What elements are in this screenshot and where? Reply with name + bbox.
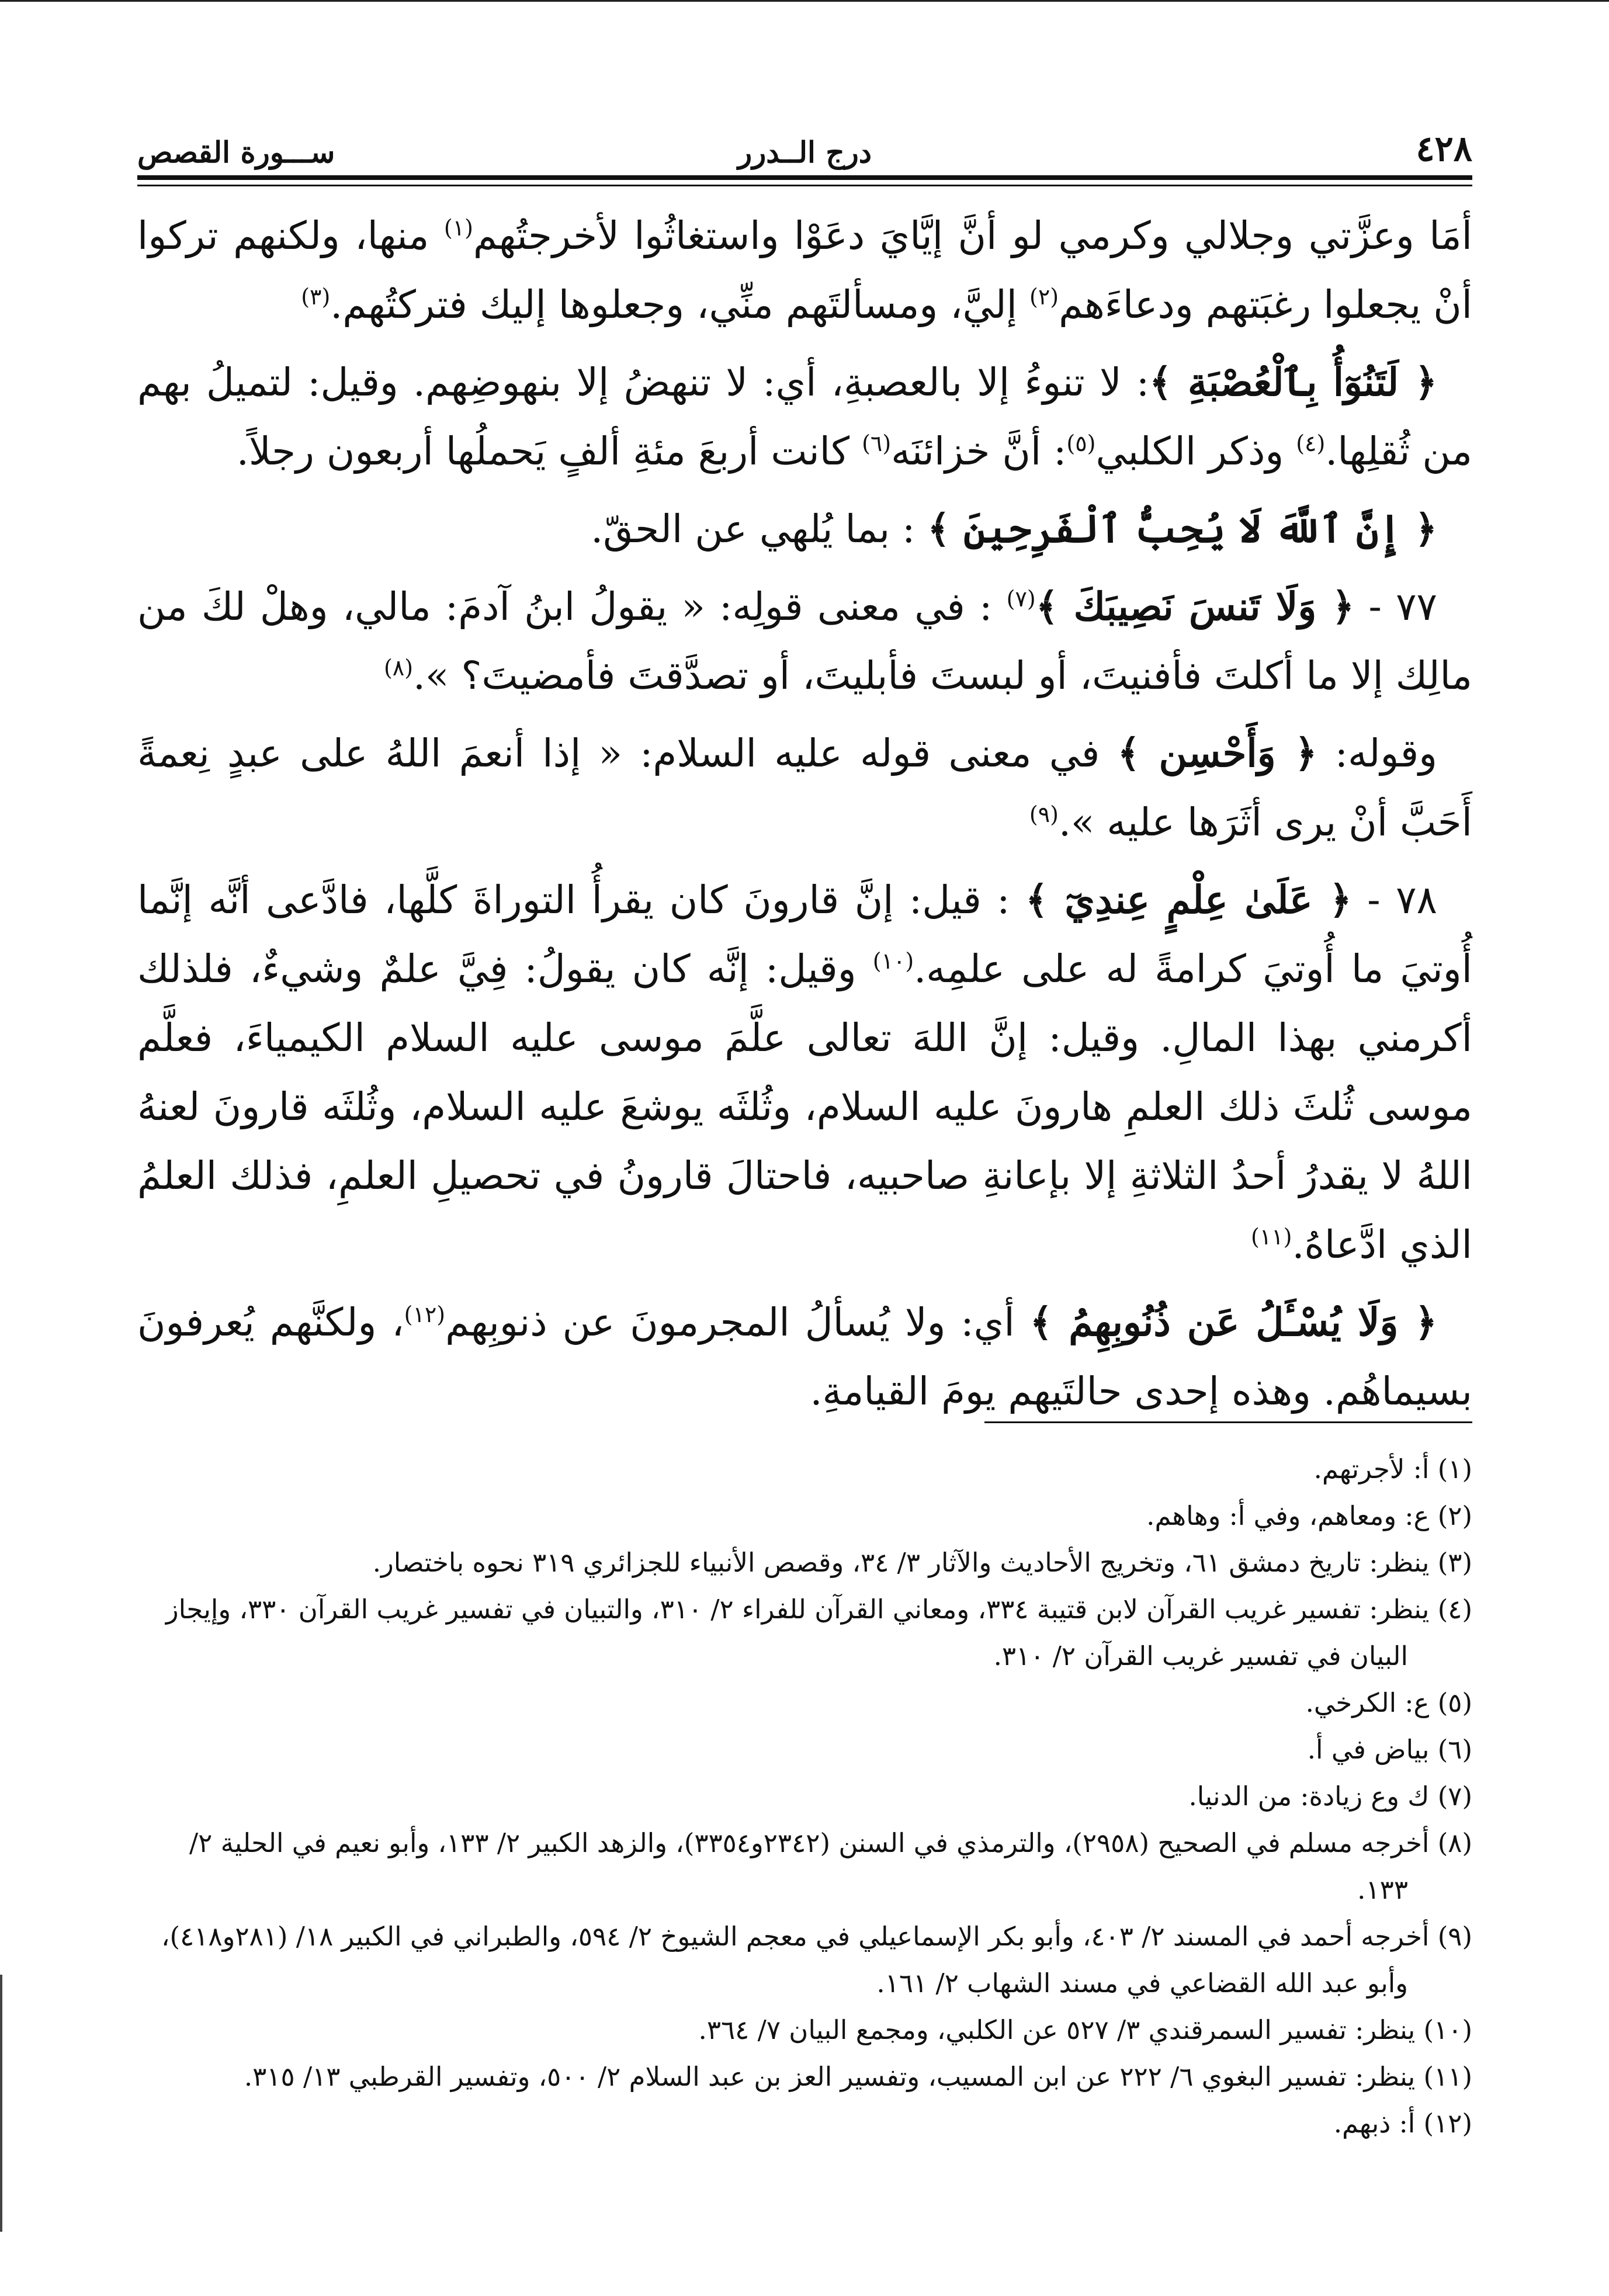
text: ، ولكنَّهم يُعرفونَ بسيماهُم. وهذه إحدى حالتَيهم يومَ القيامةِ. — [137, 1300, 1472, 1414]
header-rule-thick — [137, 175, 1472, 180]
footnote-ref[interactable]: (٦) — [862, 431, 892, 456]
paragraph — [137, 719, 1472, 857]
quran-verse: ﴿ وَلَا تَنسَ نَصِيبَكَ ﴾ — [1035, 584, 1355, 629]
paragraph — [137, 865, 1472, 1279]
footnote: (١٢) أ: ذبهم. — [1333, 2108, 1472, 2139]
text: منها، ولكنهم تركوا أنْ يجعلوا رغبَتهم ودعاءَهم — [137, 213, 1472, 327]
verse-number: ٧٧ - — [1354, 584, 1438, 629]
text: وقوله: — [1317, 731, 1438, 776]
footnote-ref[interactable]: (٨) — [383, 655, 414, 681]
quran-verse: ﴿ وَلَا يُسْـَٔلُ عَن ذُنُوبِهِمُ ﴾ — [1029, 1299, 1437, 1345]
footnote: (١٠) ينظر: تفسير السمرقندي ٣/ ٥٢٧ عن الكلبي، ومجمع البيان ٧/ ٣٦٤. — [698, 2014, 1472, 2045]
footnote-ref[interactable]: (١٢) — [404, 1302, 446, 1327]
text: وذكر الكلبي — [1095, 429, 1296, 474]
text: في معنى قوله عليه السلام: « إذا أنعمَ اللهُ على عبدٍ نِعمةً أَحَبَّ أنْ يرى أثَرَها عليه ». — [137, 731, 1472, 845]
footnote-ref[interactable]: (١) — [443, 215, 473, 241]
footnote-ref[interactable]: (٩) — [1029, 802, 1059, 827]
text: إليَّ، ومسألتَهم منِّي، وجعلوها إليك فتركتُهم. — [330, 282, 1029, 327]
scan-edge-left — [0, 1975, 2, 2232]
main-text — [137, 202, 1472, 1434]
footnote: (١) أ: لأجرتهم. — [1313, 1454, 1472, 1485]
footnotes — [137, 1446, 1472, 2147]
text: : قيل: إنَّ قارونَ كان يقرأُ التوراةَ كلَّها، فادَّعى أنَّه إنَّما أُوتيَ ما أُوتيَ كرامةً له على علمِه. — [137, 878, 1472, 991]
footnote-ref[interactable]: (٧) — [1006, 586, 1036, 612]
text: وقيل: إنَّه كان يقولُ: فِيَّ علمٌ وشيءٌ، فلذلك أكرمني بهذا المالِ. وقيل: إنَّ اللهَ تعالى علَّمَ موسى عليه السلام الكيمياءَ، فعلَّم موسى ثُلثَ ذلك العلمِ هارونَ عليه السلام، وثُلثَه يوشعَ عليه السلام، وثُلثَه قارونَ لعنهُ اللهُ لا يقدرُ أحدُ الثلاثةِ إلا بإعانةِ صاحبيه، فاحتالَ قارونُ في تحصيلِ العلمِ، فذلك العلمُ الذي ادَّعاهُ. — [137, 946, 1472, 1267]
text: : في معنى قولِه: « يقولُ ابنُ آدمَ: مالي، وهلْ لكَ من مالِك إلا ما أكلتَ فأفنيتَ، أو لبستَ فأبليتَ، أو تصدَّقتَ فأمضيتَ؟ ». — [137, 584, 1472, 698]
footnote-separator — [984, 1421, 1472, 1423]
footnote: (٥) ع: الكرخي. — [1305, 1687, 1472, 1718]
footnote: (٣) ينظر: تاريخ دمشق ٦١، وتخريج الأحاديث والآثار ٣/ ٣٤، وقصص الأنبياء للجزائري ٣١٩ نحوه باختصار. — [372, 1547, 1472, 1578]
paragraph — [137, 202, 1472, 339]
footnote: (٧) ك وع زيادة: من الدنيا. — [1188, 1781, 1472, 1812]
footnote: (١١) ينظر: تفسير البغوي ٦/ ٢٢٢ عن ابن المسيب، وتفسير العز بن عبد السلام ٢/ ٥٠٠، وتفسير القرطبي ١٣/ ٣١٥. — [244, 2061, 1472, 2092]
text: أمَا وعزَّتي وجلالي وكرمي لو أنَّ إيَّايَ دعَوْا واستغاثُوا لأخرجتُهم — [473, 213, 1472, 258]
quran-verse: ﴿ عَلَىٰ عِلْمٍ عِندِيٓ ﴾ — [1025, 877, 1352, 922]
footnote-ref[interactable]: (١١) — [1251, 1224, 1292, 1250]
text: : أنَّ خزائنَه — [891, 429, 1067, 474]
footnote: (٨) أخرجه مسلم في الصحيح (٢٩٥٨)، والترمذي في السنن (٢٣٤٢و٣٣٥٤)، والزهد الكبير ٢/ ١٣٣، وأبو نعيم في الحلية ٢/ ١٣٣. — [189, 1827, 1472, 1905]
text: : لا تنوءُ إلا بالعصبةِ، أي: لا تنهضُ إلا بنهوضِهم. وقيل: لتميلُ بهم من ثُقلِها. — [137, 360, 1472, 474]
paragraph — [137, 494, 1472, 564]
footnote-ref[interactable]: (٤) — [1296, 431, 1326, 456]
footnote: (٤) ينظر: تفسير غريب القرآن لابن قتيبة ٣٣٤، ومعاني القرآن للفراء ٢/ ٣١٠، والتبيان في تفسير غريب القرآن ٣٣٠، وإيجاز البيان في تفسير غريب القرآن ٢/ ٣١٠. — [165, 1594, 1472, 1671]
header-rule-thin — [137, 185, 1472, 186]
running-title: درج الــدرر — [737, 135, 872, 169]
paragraph — [137, 348, 1472, 486]
page-number: ٤٢٨ — [1416, 129, 1472, 169]
footnote: (٦) بياض في أ. — [1307, 1734, 1472, 1765]
footnote-ref[interactable]: (٢) — [1029, 284, 1059, 310]
paragraph — [137, 572, 1472, 710]
verse-number: ٧٨ - — [1351, 878, 1437, 922]
surah-name: ســـورة القصص — [137, 135, 335, 169]
text: أي: ولا يُسألُ المجرمونَ عن ذنوبِهم — [445, 1300, 1030, 1345]
text: : بما يُلهي عن الحقّ. — [591, 507, 928, 552]
scan-edge-top — [0, 0, 1609, 2]
text: كانت أربعَ مئةِ ألفٍ يَحملُها أربعون رجلاً. — [236, 429, 862, 474]
paragraph — [137, 1288, 1472, 1426]
footnote-ref[interactable]: (٣) — [301, 284, 331, 310]
footnote-ref[interactable]: (٥) — [1066, 431, 1096, 456]
footnote: (٩) أخرجه أحمد في المسند ٢/ ٤٠٣، وأبو بكر الإسماعيلي في معجم الشيوخ ٢/ ٥٩٤، والطبراني في الكبير ١٨/ (٢٨١و٤١٨)، وأبو عبد الله القضاعي في مسند الشهاب ٢/ ١٦١. — [161, 1921, 1472, 1999]
quran-verse: ﴿ وَأَحْسِن ﴾ — [1117, 730, 1317, 776]
footnote-ref[interactable]: (١٠) — [872, 948, 914, 974]
footnote: (٢) ع: ومعاهم، وفي أ: وهاهم. — [1146, 1500, 1472, 1531]
page-header — [137, 123, 1472, 175]
quran-verse: ﴿ إِنَّ ٱللَّهَ لَا يُحِبُّ ٱلْفَرِحِينَ ﴾ — [927, 506, 1437, 552]
quran-verse: ﴿ لَتَنُوٓأُ بِٱلْعُصْبَةِ ﴾ — [1149, 359, 1437, 405]
